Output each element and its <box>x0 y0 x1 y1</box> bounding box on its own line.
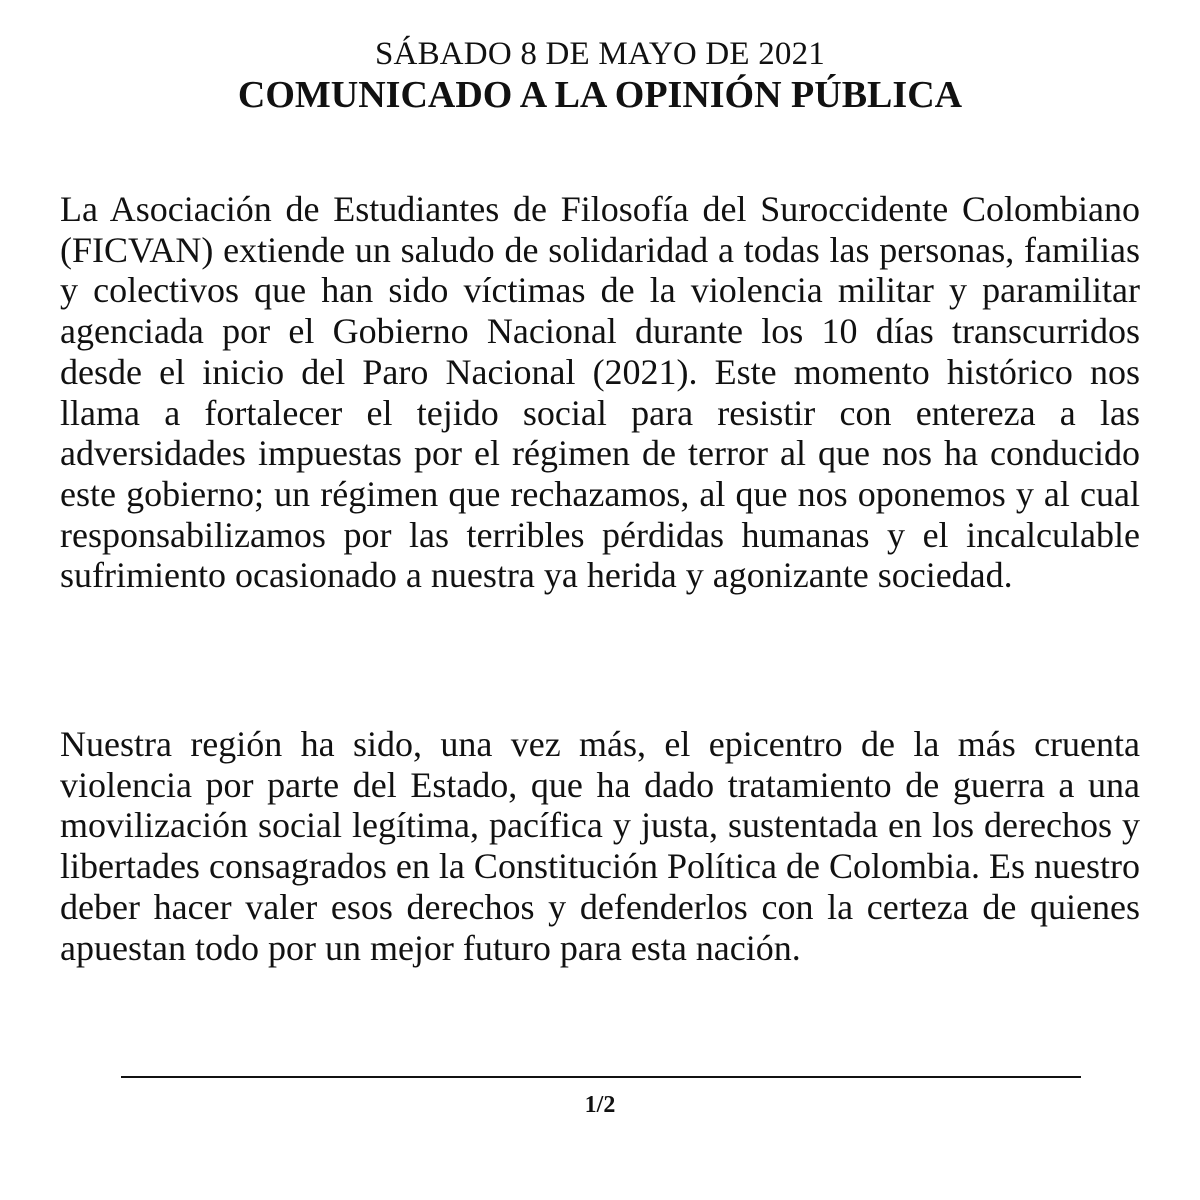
document-title: COMUNICADO A LA OPINIÓN PÚBLICA <box>237 74 963 116</box>
body-paragraph: Nuestra región ha sido, una vez más, el epicentro de la más cruenta violencia por parte del Estado, que ha dado tratamiento de guerra a una movilización social legítima, pacífica y justa, sustentada en los derechos y libertades consagrados en la Constitución Política de Colombia. Es nuestro deber hacer valer esos derechos y defenderlos con la certeza de quienes apuestan todo por un mejor futuro para esta nación. <box>60 724 1140 968</box>
body-paragraph: La Asociación de Estudiantes de Filosofía del Suroccidente Colombiano (FICVAN) extiende un saludo de solidaridad a todas las personas, familias y colectivos que han sido víctimas de la violencia militar y paramilitar agenciada por el Gobierno Nacional durante los 10 días transcurridos desde el inicio del Paro Nacional (2021). Este momento histórico nos llama a fortalecer el tejido social para resistir con entereza a las adversidades impuestas por el régimen de terror al que nos ha conducido este gobierno; un régimen que rechazamos, al que nos oponemos y al cual responsabilizamos por las terribles pérdidas humanas y el incalculable sufrimiento ocasionado a nuestra ya herida y agonizante sociedad. <box>60 189 1140 596</box>
document-date: SÁBADO 8 DE MAYO DE 2021 <box>374 36 826 72</box>
footer-divider <box>121 1076 1081 1078</box>
page-number: 1/2 <box>584 1092 616 1118</box>
